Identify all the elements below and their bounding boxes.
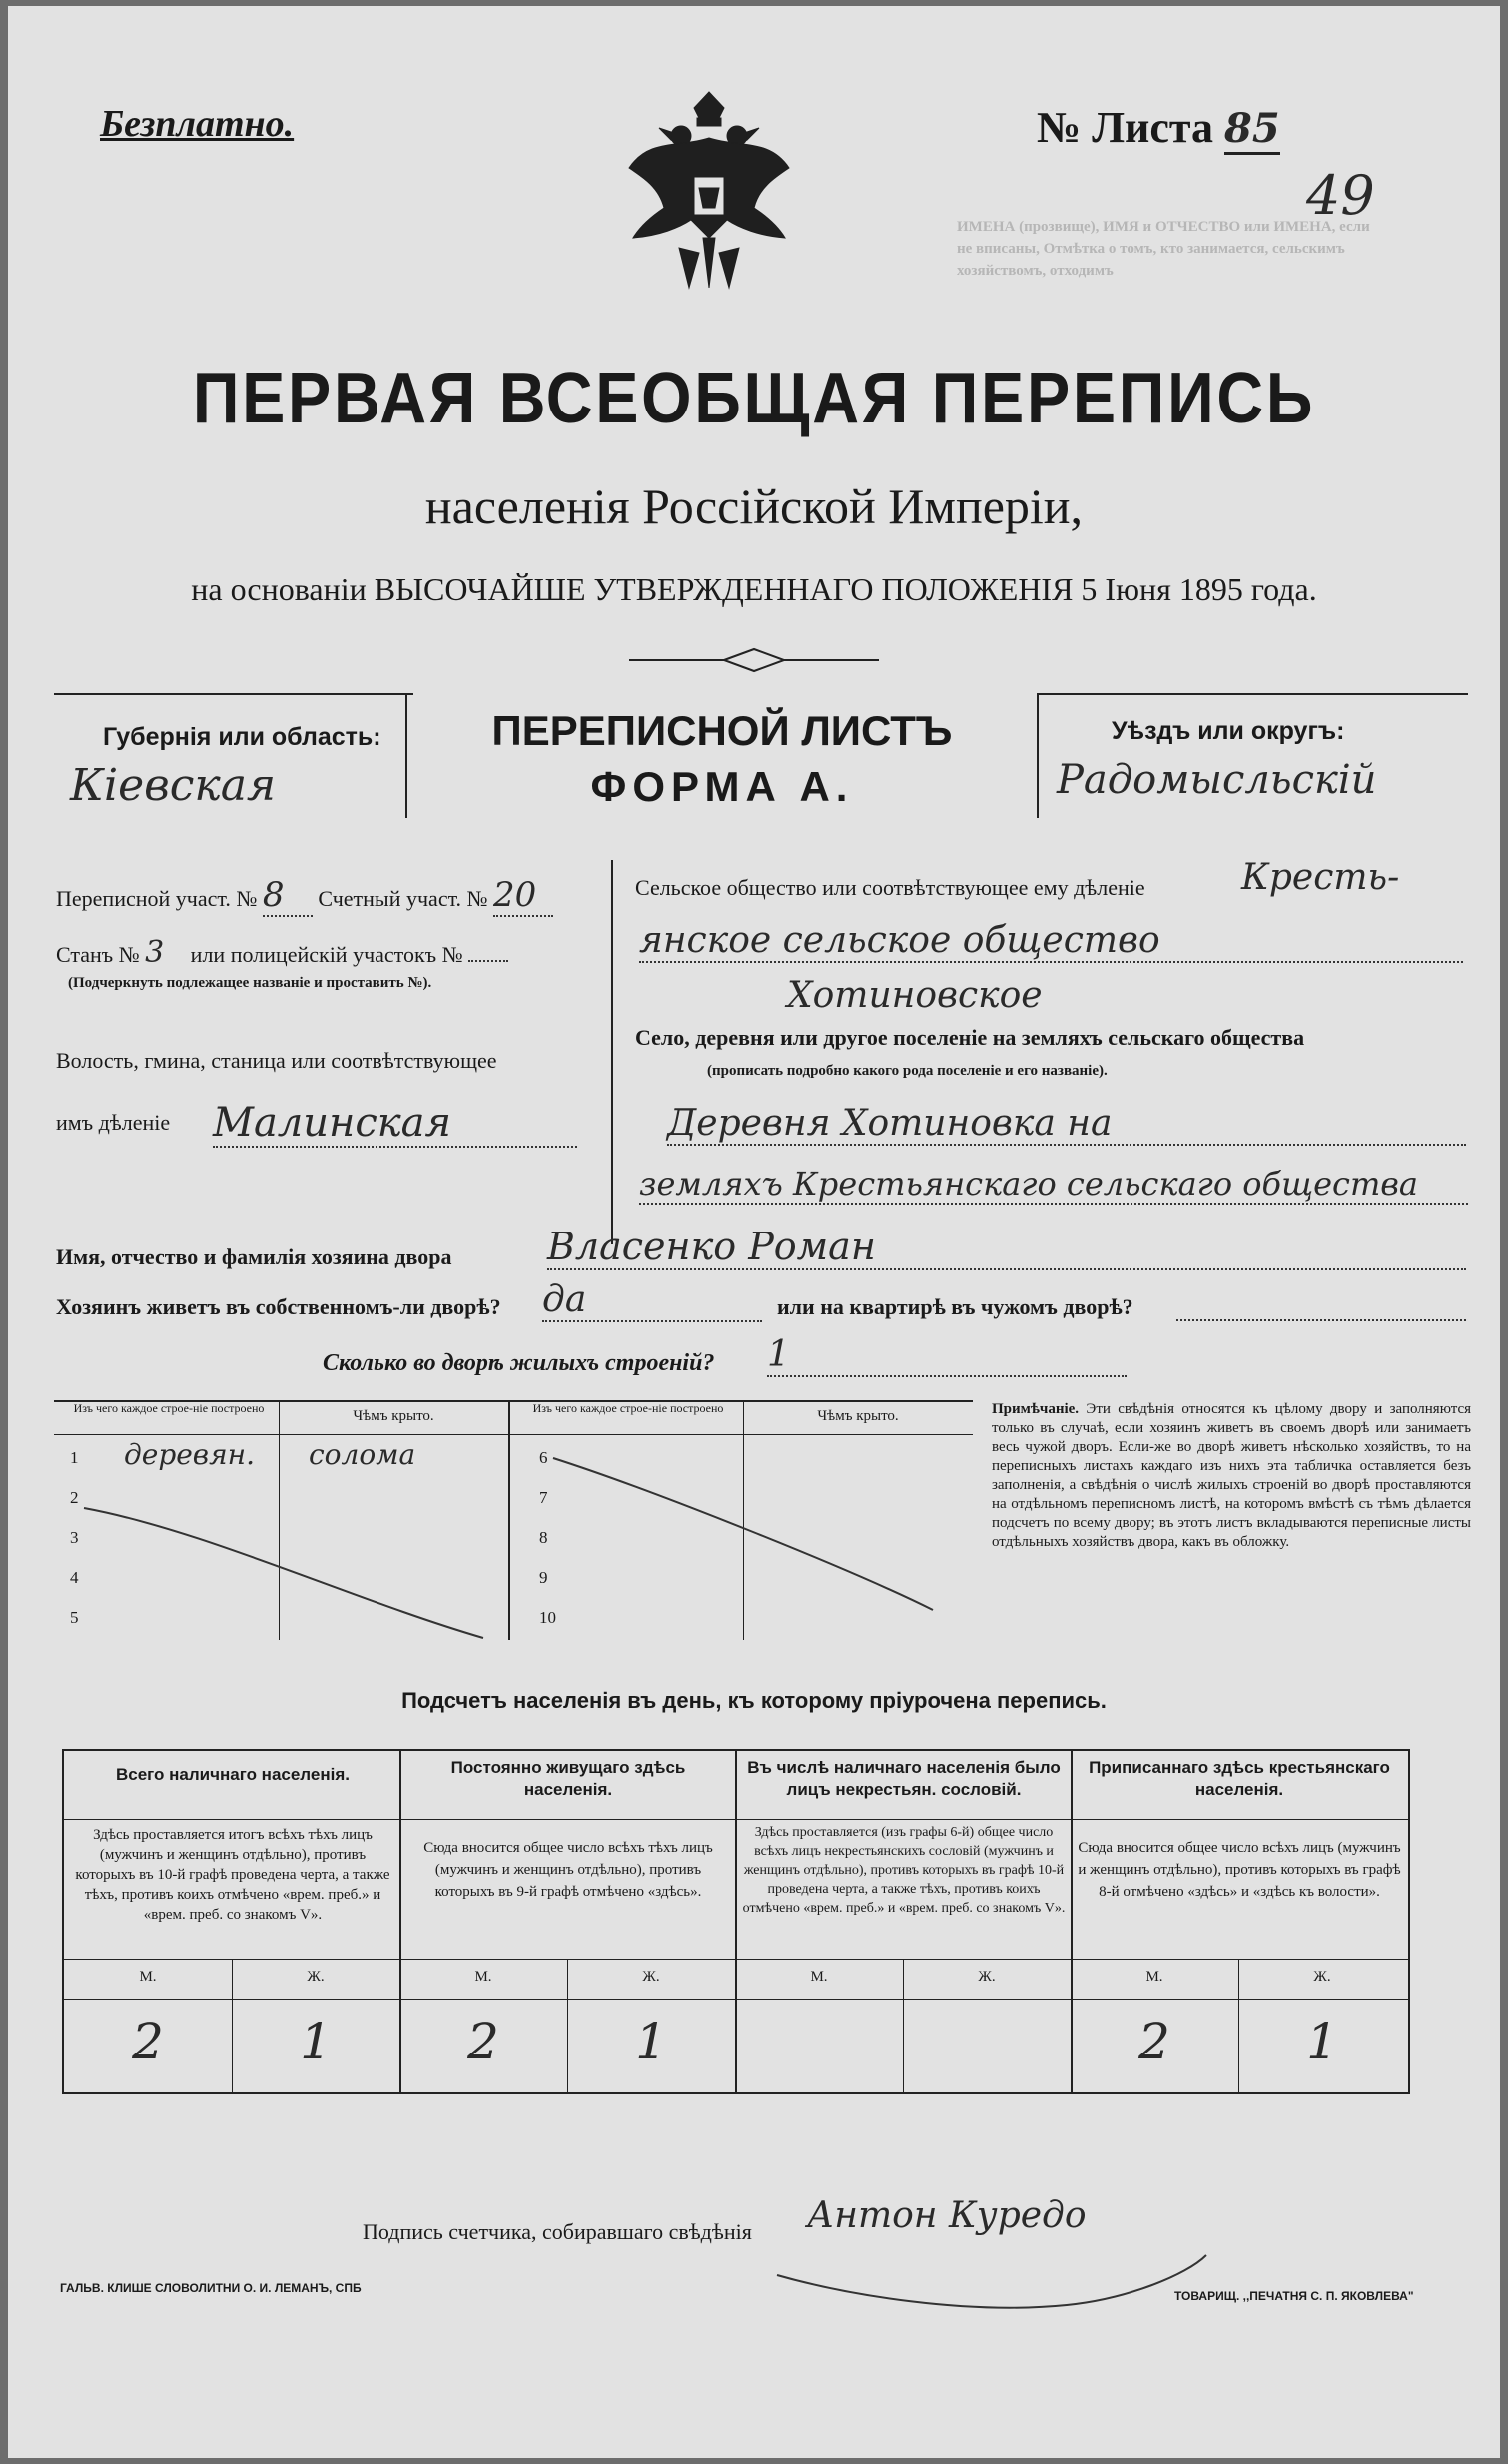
main-title: ПЕРВАЯ ВСЕОБЩАЯ ПЕРЕПИСЬ bbox=[192, 359, 1316, 438]
buildings-label: Сколько во дворѣ жилыхъ строеній? bbox=[323, 1350, 715, 1376]
col2-m-label: М. bbox=[474, 1969, 492, 1985]
stan-value: 3 bbox=[145, 935, 165, 970]
owner-name-label: Имя, отчество и фамилія хозяина двора bbox=[56, 1244, 452, 1269]
village-note: (прописать подробно какого рода поселеніе и его названіе). bbox=[707, 1063, 1108, 1079]
stan-label: Станъ № bbox=[56, 942, 140, 967]
building-row-number: 8 bbox=[539, 1528, 548, 1547]
header-rule-right bbox=[1037, 693, 1468, 695]
col4-m-label: М. bbox=[1145, 1969, 1163, 1985]
owner-name-value: Власенко Роман bbox=[547, 1225, 1466, 1270]
perepis-uchast-label: Переписной участ. № bbox=[56, 886, 258, 911]
population-table bbox=[62, 1749, 1410, 2094]
header-divider-right bbox=[1037, 693, 1039, 818]
society-value-3: Хотиновское bbox=[787, 975, 1043, 1016]
pop-col-rule-2 bbox=[735, 1751, 737, 2092]
pop-head-rule bbox=[64, 1819, 1408, 1820]
form-name: ФОРМА А. bbox=[590, 763, 854, 810]
col4-m-value: 2 bbox=[1138, 2013, 1170, 2070]
police-value-blank bbox=[468, 960, 508, 962]
census-sheet bbox=[8, 6, 1500, 2458]
pop-col2-desc: Сюда вносится общее число всѣхъ тѣхъ лицъ (мужчинъ и женщинъ отдѣльно), противъ которыхъ въ 9-й графѣ отмѣчено «здѣсь». bbox=[423, 1840, 713, 1900]
form-title: ПЕРЕПИСНОЙ ЛИСТЪ bbox=[491, 707, 953, 754]
row1-roof: солома bbox=[309, 1438, 416, 1471]
col-material-header-left: Изъ чего каждое строе-ніе построено bbox=[73, 1401, 265, 1415]
pop-col1-desc: Здѣсь проставляется итогъ всѣхъ тѣхъ лицъ (мужчинъ и женщинъ отдѣльно), противъ которыхъ въ 10-й графѣ проведена черта, а также тѣхъ, противъ коихъ отмѣчено «врем. преб.» и «врем. преб. со знакомъ V». bbox=[75, 1827, 390, 1923]
fields-divider bbox=[611, 860, 613, 1244]
perepis-uchast-row bbox=[56, 875, 553, 917]
apartment-blank bbox=[1176, 1319, 1466, 1321]
col2-m-value: 2 bbox=[467, 2013, 499, 2070]
pop-col3-desc: Здѣсь проставляется (изъ графы 6-й) общее число всѣхъ лицъ некрестьянскихъ сословій (мужчинъ и женщинъ отдѣльно), противъ которыхъ въ графѣ 10-й проведена черта, а также тѣхъ, противъ коихъ отмѣчено «врем. преб.» и «врем. преб. со знакомъ V». bbox=[742, 1825, 1066, 1916]
pop-col3-head: Въ числѣ наличнаго населенія было лицъ некрестьян. сословій. bbox=[747, 1758, 1061, 1799]
footer-left: ГАЛЬВ. КЛИШЕ СЛОВОЛИТНИ О. И. ЛЕМАНЪ, СПБ bbox=[60, 2281, 362, 2295]
corner-number: 49 bbox=[1306, 164, 1375, 227]
owner-lives-value: да bbox=[542, 1279, 762, 1322]
schetny-uchast-value: 20 bbox=[493, 875, 553, 917]
village-value-2: земляхъ Крестьянскаго сельскаго общества bbox=[639, 1165, 1468, 1205]
subtitle: населенія Россійской Имперіи, bbox=[424, 478, 1084, 534]
uezd-label: Уѣздъ или округъ: bbox=[1112, 717, 1345, 745]
pop-col2-head: Постоянно живущаго здѣсь населенія. bbox=[450, 1758, 686, 1799]
pop-desc-rule bbox=[64, 1959, 1408, 1960]
note-text: Эти свѣдѣнія относятся къ цѣлому двору и заполняются только въ случаѣ, если хозяинъ живетъ въ своемъ дворѣ или занимаетъ весь чужой дворъ. Если-же во дворѣ живетъ нѣсколько хозяйствъ, то на переписныхъ листахъ каждаго изъ нихъ эта табличка оставляется безъ заполненія, а свѣдѣнія о числѣ жилыхъ строеній во дворѣ проставляются на отдѣльномъ переписномъ листѣ, на которомъ вмѣстѣ съ тѣмъ дѣлается подсчетъ по всему двору; въ этотъ листъ вкладываются переписные листы отдѣльныхъ хозяйствъ двора, какъ въ обложку. bbox=[992, 1401, 1471, 1550]
note-title: Примѣчаніе. bbox=[992, 1401, 1080, 1417]
police-label: или полицейскій участокъ № bbox=[190, 942, 463, 967]
note-block bbox=[992, 1400, 1471, 1552]
basis-line: на основаніи ВЫСОЧАЙШЕ УТВЕРЖДЕННАГО ПОЛОЖЕНІЯ 5 Іюня 1895 года. bbox=[191, 571, 1317, 607]
building-row-number: 1 bbox=[70, 1448, 79, 1467]
strike-through-lines bbox=[54, 1400, 973, 1640]
col1-m-label: М. bbox=[139, 1969, 157, 1985]
schetny-uchast-label: Счетный участ. № bbox=[318, 886, 488, 911]
building-row-number: 5 bbox=[70, 1608, 79, 1627]
buildings-table bbox=[54, 1400, 973, 1640]
header-rule-left bbox=[54, 693, 413, 695]
col3-m-label: М. bbox=[810, 1969, 828, 1985]
double-headed-eagle-emblem bbox=[619, 88, 799, 318]
sheet-label: № Листа bbox=[1037, 103, 1214, 152]
building-row-number: 6 bbox=[539, 1448, 548, 1467]
building-row-number: 4 bbox=[70, 1568, 79, 1587]
signature-flourish bbox=[767, 2235, 1226, 2325]
col-roof-header-right: Чѣмъ крыто. bbox=[817, 1408, 899, 1424]
col2-zh-value: 1 bbox=[635, 2013, 667, 2070]
free-label: Безплатно. bbox=[100, 103, 295, 145]
volost-label: Волость, гмина, станица или соотвѣтствующее bbox=[56, 1048, 497, 1073]
buildings-value: 1 bbox=[767, 1334, 1127, 1377]
guberniya-label: Губернія или область: bbox=[103, 723, 381, 751]
building-row-number: 2 bbox=[70, 1488, 79, 1507]
uezd-value: Радомысльскій bbox=[1057, 757, 1377, 803]
village-value-1: Деревня Хотиновка на bbox=[667, 1103, 1466, 1146]
building-row-number: 3 bbox=[70, 1528, 79, 1547]
footer-right: ТОВАРИЩ. ,,ПЕЧАТНЯ С. П. ЯКОВЛЕВА" bbox=[1174, 2289, 1414, 2303]
society-label: Сельское общество или соотвѣтствующее ему дѣленіе bbox=[635, 875, 1145, 900]
building-row-number: 10 bbox=[539, 1608, 556, 1627]
volost-value: Малинская bbox=[213, 1100, 577, 1148]
underline-note: (Подчеркнуть подлежащее названіе и проставить №). bbox=[68, 975, 432, 991]
row1-material: деревян. bbox=[124, 1438, 255, 1471]
sheet-number: 85 bbox=[1224, 105, 1280, 155]
perepis-uchast-value: 8 bbox=[263, 875, 313, 917]
building-row-number: 7 bbox=[539, 1488, 548, 1507]
ornament-divider bbox=[629, 645, 879, 675]
pop-col1-head: Всего наличнаго населенія. bbox=[116, 1765, 350, 1784]
bleed-through-text: ИМЕНА (прозвище), ИМЯ и ОТЧЕСТВО или ИМЕНА, если не вписаны, Отмѣтка о томъ, кто занимается, сельскимъ хозяйствомъ, отходимъ bbox=[957, 219, 1370, 279]
building-row-number: 9 bbox=[539, 1568, 548, 1587]
col1-m-value: 2 bbox=[132, 2013, 164, 2070]
col1-zh-label: Ж. bbox=[307, 1969, 325, 1985]
sheet-number-label bbox=[1037, 102, 1280, 153]
col-roof-header-left: Чѣмъ крыто. bbox=[353, 1408, 434, 1424]
col1-zh-value: 1 bbox=[300, 2013, 332, 2070]
volost-label-2: имъ дѣленіе bbox=[56, 1110, 171, 1135]
signature-value: Антон Куредо bbox=[807, 2195, 1087, 2236]
society-value-2: янское сельское общество bbox=[639, 920, 1463, 963]
col4-zh-value: 1 bbox=[1306, 2013, 1338, 2070]
village-label: Село, деревня или другое поселеніе на земляхъ сельскаго общества bbox=[635, 1025, 1305, 1050]
col3-zh-label: Ж. bbox=[978, 1969, 996, 1985]
society-value-1: Кресть- bbox=[1241, 857, 1400, 898]
col2-zh-label: Ж. bbox=[642, 1969, 660, 1985]
col4-zh-label: Ж. bbox=[1313, 1969, 1331, 1985]
population-title: Подсчетъ населенія въ день, къ которому пріурочена перепись. bbox=[401, 1688, 1107, 1713]
pop-col4-desc: Сюда вносится общее число всѣхъ лицъ (мужчинъ и женщинъ отдѣльно), противъ которыхъ въ графѣ 8-й отмѣчено «здѣсь» и «здѣсь къ волости». bbox=[1078, 1840, 1401, 1900]
apartment-label: или на квартирѣ въ чужомъ дворѣ? bbox=[777, 1294, 1133, 1319]
col-material-header-right: Изъ чего каждое строе-ніе построено bbox=[532, 1401, 724, 1415]
signature-label: Подпись счетчика, собиравшаго свѣдѣнія bbox=[363, 2219, 752, 2244]
owner-lives-label: Хозяинъ живетъ въ собственномъ-ли дворѣ? bbox=[56, 1294, 501, 1319]
pop-mz-rule bbox=[64, 1999, 1408, 2000]
pop-col4-head: Приписаннаго здѣсь крестьянскаго населенія. bbox=[1089, 1758, 1390, 1799]
stan-row bbox=[56, 935, 508, 970]
guberniya-value: Кіевская bbox=[70, 760, 277, 811]
